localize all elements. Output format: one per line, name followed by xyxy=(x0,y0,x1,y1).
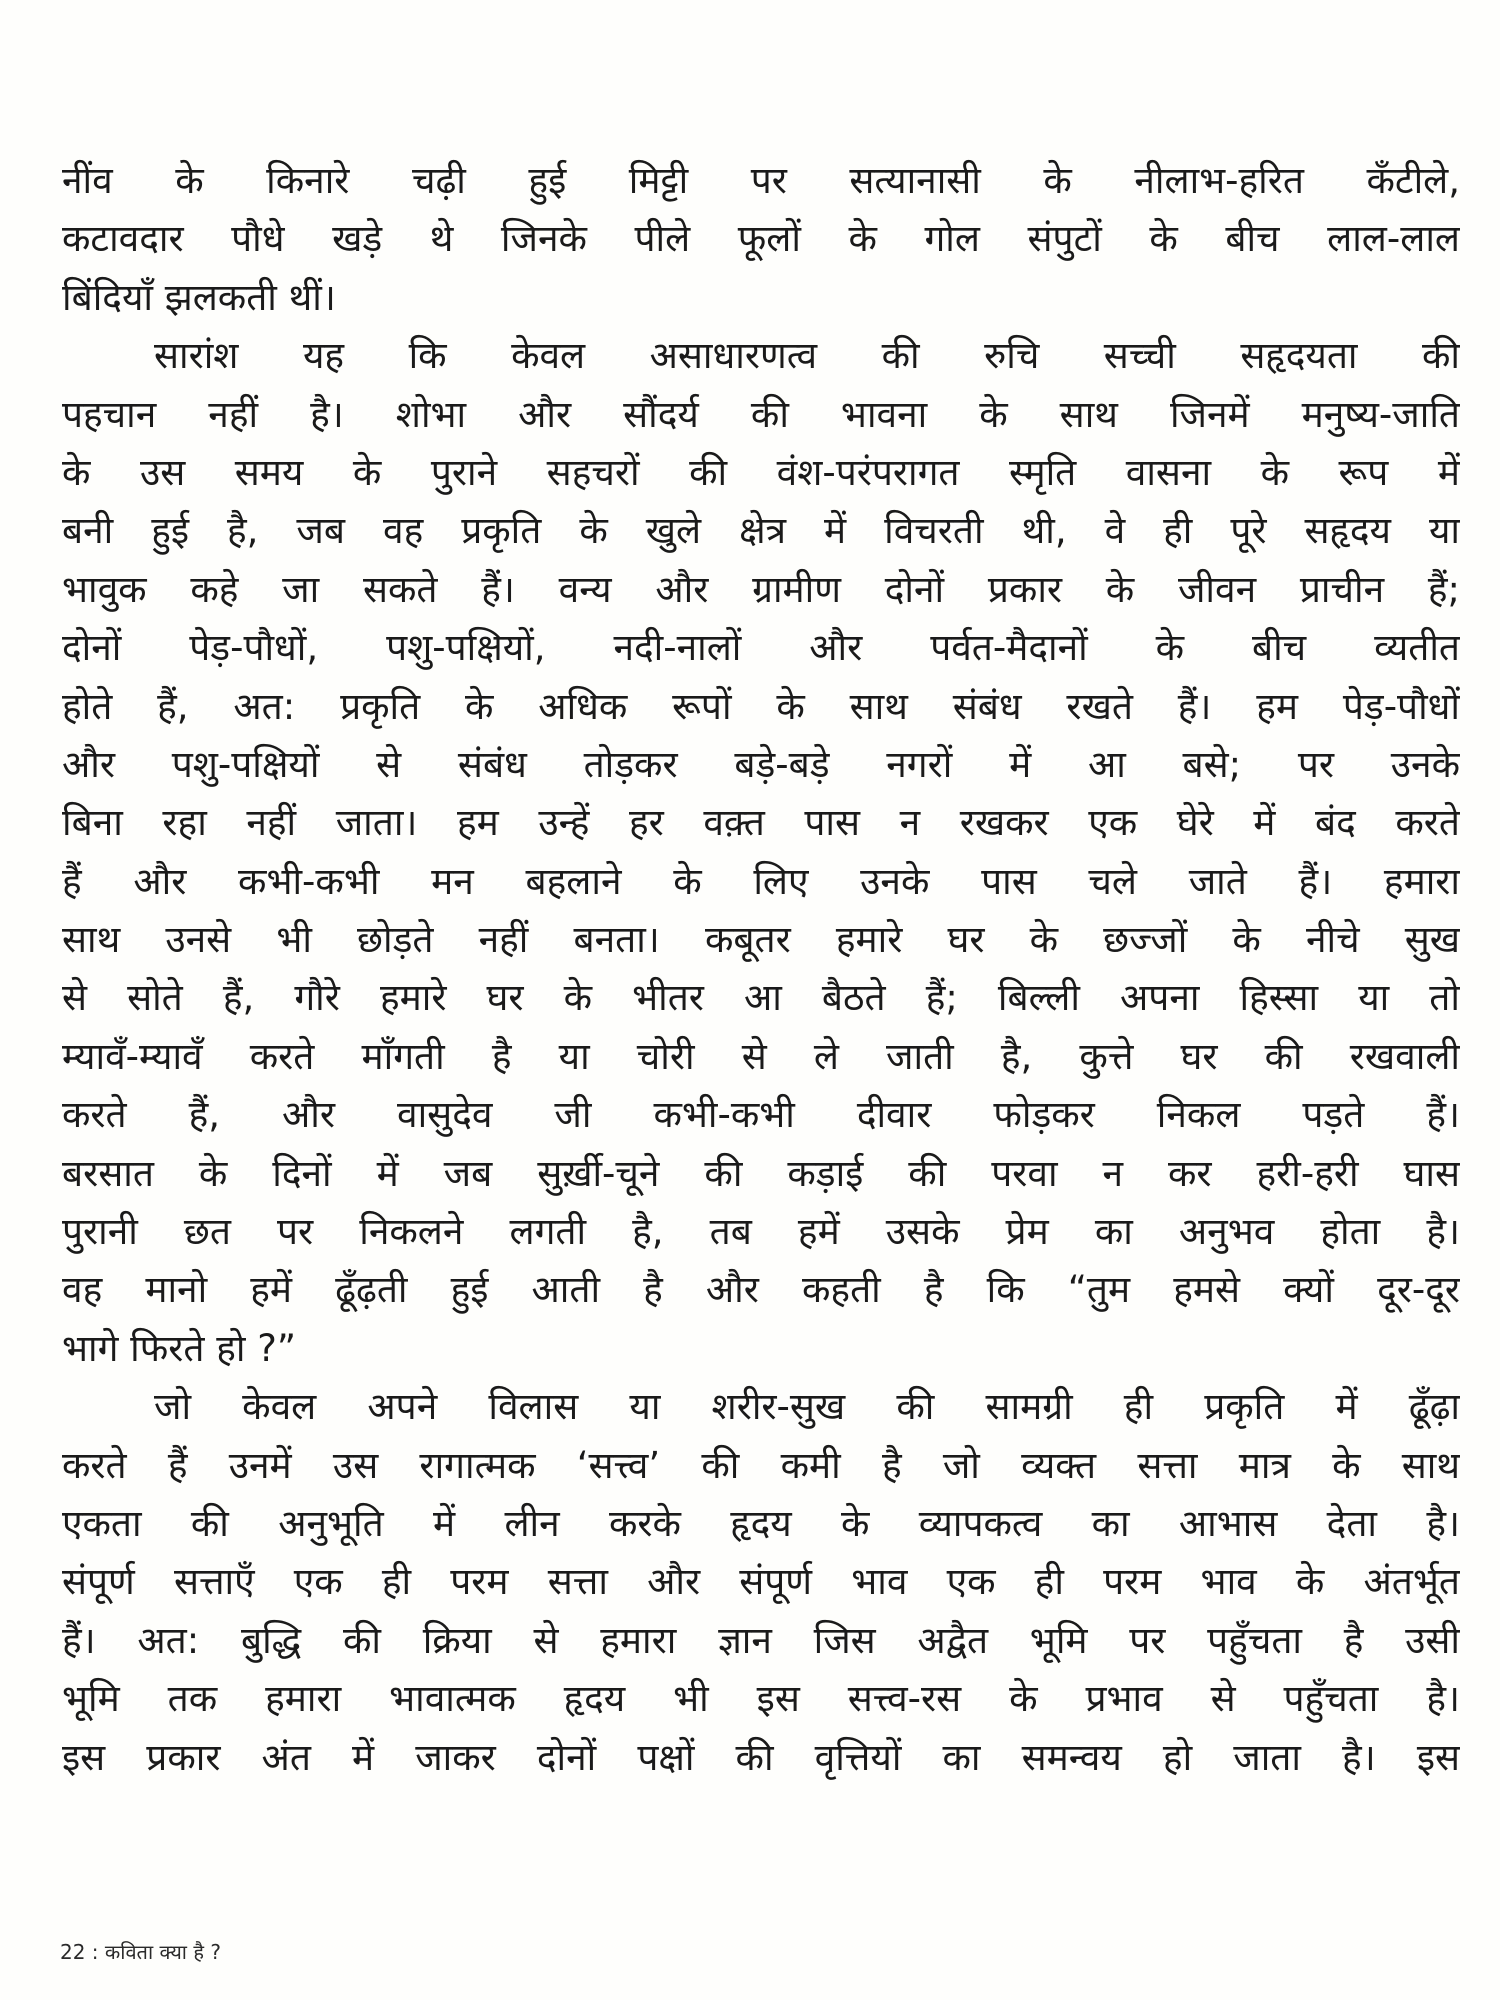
text-line: इस प्रकार अंत में जाकर दोनों पक्षों की वृत्तियों का समन्वय हो जाता है। इस xyxy=(62,1735,1460,1779)
text-line: करते हैं, और वासुदेव जी कभी-कभी दीवार फोड़कर निकल पड़ते हैं। xyxy=(62,1093,1460,1137)
text-line: कटावदार पौधे खड़े थे जिनके पीले फूलों के गोल संपुटों के बीच लाल-लाल xyxy=(62,217,1460,261)
text-line: होते हैं, अत: प्रकृति के अधिक रूपों के साथ संबंध रखते हैं। हम पेड़-पौधों xyxy=(62,684,1460,728)
text-line: पुरानी छत पर निकलने लगती है, तब हमें उसके प्रेम का अनुभव होता है। xyxy=(62,1210,1460,1254)
text-line: म्यावँ-म्यावँ करते माँगती है या चोरी से ले जाती है, कुत्ते घर की रखवाली xyxy=(62,1034,1460,1078)
text-line: भावुक कहे जा सकते हैं। वन्य और ग्रामीण दोनों प्रकार के जीवन प्राचीन हैं; xyxy=(62,567,1460,611)
text-line: साथ उनसे भी छोड़ते नहीं बनता। कबूतर हमारे घर के छज्जों के नीचे सुख xyxy=(62,918,1460,962)
text-line: से सोते हैं, गौरे हमारे घर के भीतर आ बैठते हैं; बिल्ली अपना हिस्सा या तो xyxy=(62,976,1460,1020)
body-text xyxy=(62,152,1460,1787)
text-line: भागे फिरते हो ?” xyxy=(62,1326,297,1370)
text-line: हैं और कभी-कभी मन बहलाने के लिए उनके पास चले जाते हैं। हमारा xyxy=(62,859,1460,903)
text-line: संपूर्ण सत्ताएँ एक ही परम सत्ता और संपूर्ण भाव एक ही परम भाव के अंतर्भूत xyxy=(62,1560,1460,1604)
text-line: के उस समय के पुराने सहचरों की वंश-परंपरागत स्मृति वासना के रूप में xyxy=(62,450,1460,494)
page-footer xyxy=(60,1938,221,1965)
text-line: एकता की अनुभूति में लीन करके हृदय के व्यापकत्व का आभास देता है। xyxy=(62,1501,1460,1545)
text-line: पहचान नहीं है। शोभा और सौंदर्य की भावना के साथ जिनमें मनुष्य-जाति xyxy=(62,392,1460,436)
text-line: बिंदियाँ झलकती थीं। xyxy=(62,275,336,319)
text-line: दोनों पेड़-पौधों, पशु-पक्षियों, नदी-नालों और पर्वत-मैदानों के बीच व्यतीत xyxy=(62,626,1460,670)
text-line: और पशु-पक्षियों से संबंध तोड़कर बड़े-बड़े नगरों में आ बसे; पर उनके xyxy=(62,742,1460,786)
text-line: बिना रहा नहीं जाता। हम उन्हें हर वक़्त पास न रखकर एक घेरे में बंद करते xyxy=(62,801,1460,845)
page-number-label: 22 : कविता क्या है ? xyxy=(60,1940,221,1964)
text-line: बरसात के दिनों में जब सुर्ख़ी-चूने की कड़ाई की परवा न कर हरी-हरी घास xyxy=(62,1151,1460,1195)
text-line: भूमि तक हमारा भावात्मक हृदय भी इस सत्त्व-रस के प्रभाव से पहुँचता है। xyxy=(62,1677,1460,1721)
text-line: करते हैं उनमें उस रागात्मक ‘सत्त्व’ की कमी है जो व्यक्त सत्ता मात्र के साथ xyxy=(62,1443,1460,1487)
text-line: हैं। अत: बुद्धि की क्रिया से हमारा ज्ञान जिस अद्वैत भूमि पर पहुँचता है उसी xyxy=(62,1618,1460,1662)
text-line: सारांश यह कि केवल असाधारणत्व की रुचि सच्ची सहृदयता की xyxy=(154,334,1460,378)
text-line: नींव के किनारे चढ़ी हुई मिट्टी पर सत्यानासी के नीलाभ-हरित कँटीले, xyxy=(62,159,1460,202)
text-line: वह मानो हमें ढूँढ़ती हुई आती है और कहती है कि “तुम हमसे क्यों दूर-दूर xyxy=(62,1268,1460,1312)
text-line: जो केवल अपने विलास या शरीर-सुख की सामग्री ही प्रकृति में ढूँढ़ा xyxy=(154,1385,1460,1429)
text-line: बनी हुई है, जब वह प्रकृति के खुले क्षेत्र में विचरती थी, वे ही पूरे सहृदय या xyxy=(62,509,1460,553)
